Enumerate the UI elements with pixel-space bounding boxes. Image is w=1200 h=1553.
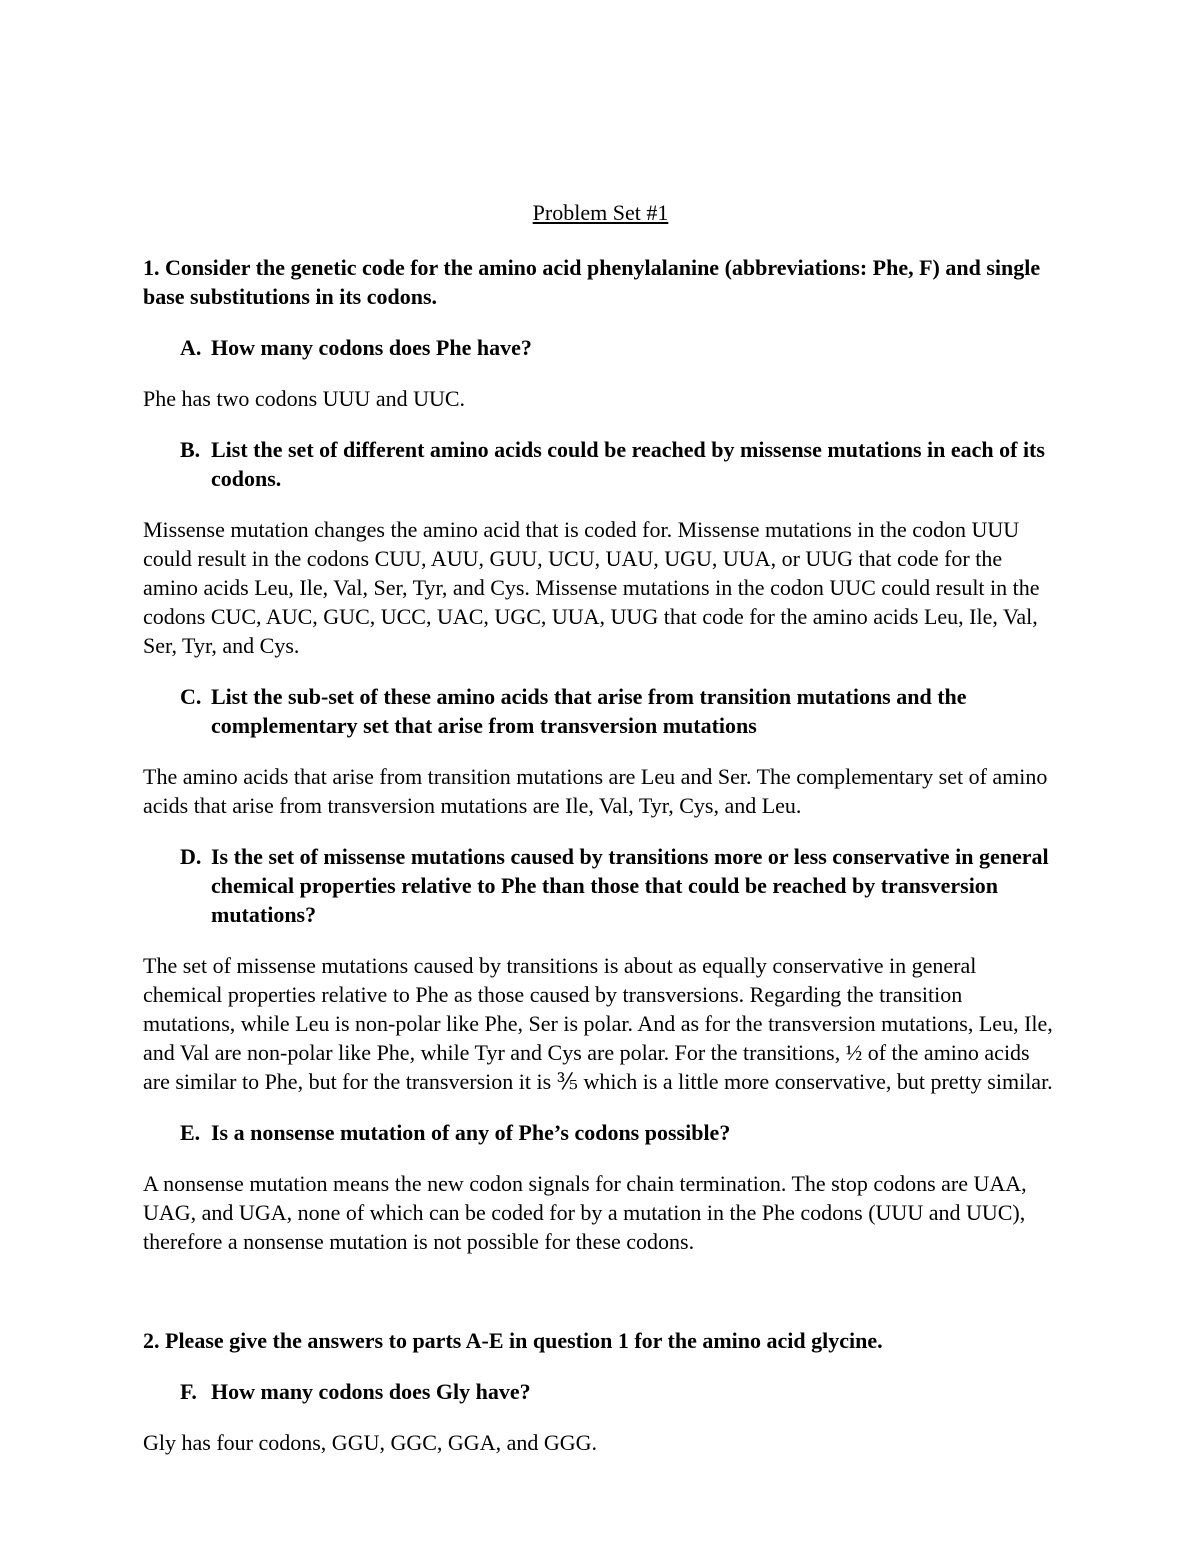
section-spacer	[143, 1278, 1058, 1326]
part-c-prompt	[143, 682, 1058, 740]
part-c-letter: C.	[180, 684, 202, 709]
part-f-answer: Gly has four codons, GGU, GGC, GGA, and GGG.	[143, 1430, 598, 1455]
part-d-prompt	[143, 842, 1058, 929]
part-e-letter: E.	[180, 1120, 201, 1145]
part-a-prompt	[143, 333, 1058, 362]
question-1: 1. Consider the genetic code for the amino acid phenylalanine (abbreviations: Phe, F) and single base substitutions in its codons.	[143, 255, 1041, 309]
part-c-prompt-text: List the sub-set of these amino acids that arise from transition mutations and the complementary set that arise from transversion mutations	[211, 684, 967, 738]
part-f-letter: F.	[180, 1379, 197, 1404]
page-title: Problem Set #1	[532, 200, 669, 225]
part-b-answer: Missense mutation changes the amino acid that is coded for. Missense mutations in the codon UUU could result in the codons CUU, AUU, GUU, UCU, UAU, UGU, UUA, or UUG that code for the amino acids Leu, Ile, Val, Ser, Tyr, and Cys. Missense mutations in the codon UUC could result in the codons CUC, AUC, GUC, UCC, UAC, UGC, UUA, UUG that code for the amino acids Leu, Ile, Val, Ser, Tyr, and Cys.	[143, 517, 1040, 658]
part-a-prompt-text: How many codons does Phe have?	[211, 335, 532, 360]
part-e-prompt-text: Is a nonsense mutation of any of Phe’s codons possible?	[211, 1120, 731, 1145]
part-f-prompt	[143, 1377, 1058, 1406]
part-d-answer: The set of missense mutations caused by transitions is about as equally conservative in general chemical properties relative to Phe as those caused by transversions. Regarding the transition mutations, while Leu is non-polar like Phe, Ser is polar. And as for the transversion mutations, Leu, Ile, and Val are non-polar like Phe, while Tyr and Cys are polar. For the transitions, ½ of the amino acids are similar to Phe, but for the transversion it is ⅗ which is a little more conservative, but pretty similar.	[143, 953, 1053, 1094]
question-2: 2. Please give the answers to parts A-E in question 1 for the amino acid glycine.	[143, 1328, 883, 1353]
part-b-prompt	[143, 435, 1058, 493]
part-d-prompt-text: Is the set of missense mutations caused by transitions more or less conservative in general chemical properties relative to Phe than those that could be reached by transversion mutations?	[211, 844, 1049, 927]
part-e-prompt	[143, 1118, 1058, 1147]
part-a-letter: A.	[180, 335, 202, 360]
part-b-letter: B.	[180, 437, 201, 462]
part-a-answer: Phe has two codons UUU and UUC.	[143, 386, 466, 411]
part-c-answer: The amino acids that arise from transition mutations are Leu and Ser. The complementary set of amino acids that arise from transversion mutations are Ile, Val, Tyr, Cys, and Leu.	[143, 764, 1048, 818]
part-d-letter: D.	[180, 844, 202, 869]
part-e-answer: A nonsense mutation means the new codon signals for chain termination. The stop codons are UAA, UAG, and UGA, none of which can be coded for by a mutation in the Phe codons (UUU and UUC), therefore a nonsense mutation is not possible for these codons.	[143, 1171, 1027, 1254]
part-f-prompt-text: How many codons does Gly have?	[211, 1379, 531, 1404]
part-b-prompt-text: List the set of different amino acids could be reached by missense mutations in each of its codons.	[211, 437, 1045, 491]
